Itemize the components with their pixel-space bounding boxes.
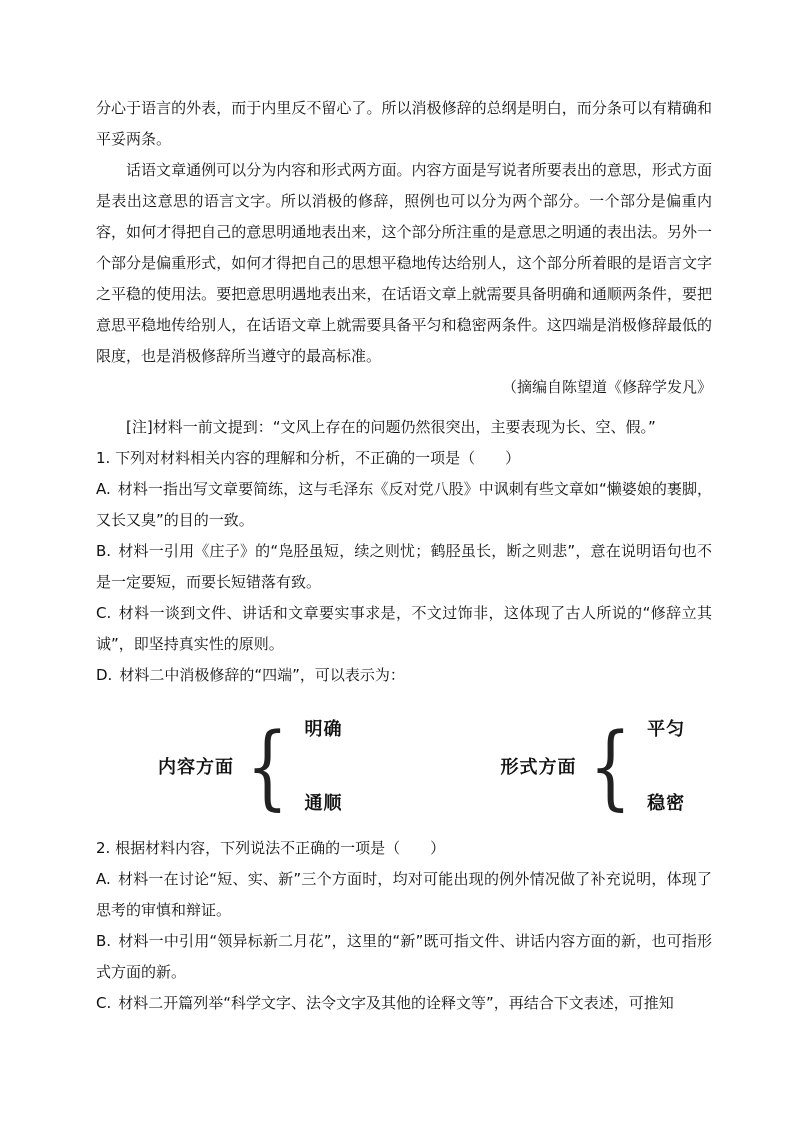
option-text: 材料一在讨论“短、实、新”三个方面时，均对可能出现的例外情况做了补充说明，体现了思考的审慎和辩证。 <box>96 870 712 919</box>
q2-option-b <box>96 926 712 988</box>
form-aspect-items <box>647 719 685 815</box>
option-text: 材料一引用《庄子》的“凫胫虽短，续之则忧；鹤胫虽长，断之则悲”，意在说明语句也不是一定要短，而要长短错落有致。 <box>96 542 712 591</box>
passage-paragraph-2: 话语文章通例可以分为内容和形式两方面。内容方面是写说者所要表出的意思，形式方面是表出这意思的语言文字。所以消极的修辞，照例也可以分为两个部分。一个部分是偏重内容，如何才得把自己的意思明通地表出来，这个部分所注重的是意思之明通的表出法。另外一个部分是偏重形式，如何才得把自己的思想平稳地传达给别人，这个部分所着眼的是语言文字之平稳的使用法。要把意思明遇地表出来，在话语文章上就需要具备明确和通顺两条件，要把意思平稳地传给别人，在话语文章上就需要具备平匀和稳密两条件。这四端是消极修辞最低的限度，也是消极修辞所当遵守的最高标准。 <box>96 161 712 365</box>
option-text: 材料二中消极修辞的“四端”，可以表示为： <box>119 666 405 684</box>
option-label: C. <box>96 994 112 1012</box>
form-aspect-group <box>500 713 686 820</box>
diagram-item-mingque: 明确 <box>304 719 343 740</box>
option-label: D. <box>96 666 113 684</box>
content-aspect-label: 内容方面 <box>158 756 234 778</box>
option-text: 材料一中引用“领异标新二月花”，这里的“新”既可指文件、讲话内容方面的新，也可指形式方面的新。 <box>96 932 712 981</box>
left-brace-icon: { <box>246 713 289 820</box>
option-label: B. <box>96 542 112 560</box>
option-label: A. <box>96 480 111 498</box>
right-brace-icon: { <box>588 713 631 820</box>
passage-paragraph-1: 分心于语言的外表，而于内里反不留心了。所以消极修辞的总纲是明白，而分条可以有精确和平妥两条。 <box>96 99 712 148</box>
q2-option-a <box>96 864 712 926</box>
q1-option-c <box>96 598 712 660</box>
option-label: B. <box>96 932 112 950</box>
q2-option-c <box>96 988 712 1019</box>
question-1-stem: 1. 下列对材料相关内容的理解和分析，不正确的一项是（ ） <box>96 449 521 467</box>
content-aspect-group <box>158 713 343 820</box>
diagram-item-tongshun: 通顺 <box>304 793 343 814</box>
diagram-item-wenmi: 稳密 <box>647 793 686 814</box>
passage-note: [注]材料一前文提到：“文风上存在的问题仍然很突出，主要表现为长、空、假。” <box>126 418 656 436</box>
option-text: 材料一谈到文件、讲话和文章要实事求是，不文过饰非，这体现了古人所说的“修辞立其诚”，即坚持真实性的原则。 <box>96 604 712 653</box>
content-aspect-items <box>305 719 343 815</box>
option-label: C. <box>96 604 112 622</box>
passage-attribution: （摘编自陈望道《修辞学发凡》 <box>501 378 712 396</box>
form-aspect-label: 形式方面 <box>500 756 577 778</box>
option-text: 材料二开篇列举“科学文字、法令文字及其他的诠释文等”，再结合下文表述，可推知 <box>118 994 674 1012</box>
question-2-stem: 2. 根据材料内容，下列说法不正确的一项是（ ） <box>96 839 446 857</box>
diagram-item-pingyun: 平匀 <box>647 719 686 740</box>
q1-option-d <box>96 660 712 691</box>
option-text: 材料一指出写文章要简练，这与毛泽东《反对党八股》中讽刺有些文章如“懒婆娘的裹脚，又长又臭”的目的一致。 <box>96 480 712 529</box>
exam-content <box>96 93 712 1019</box>
q1-option-b <box>96 536 712 598</box>
four-ends-diagram <box>96 713 712 820</box>
option-label: A. <box>96 870 111 888</box>
q1-option-a <box>96 474 712 536</box>
